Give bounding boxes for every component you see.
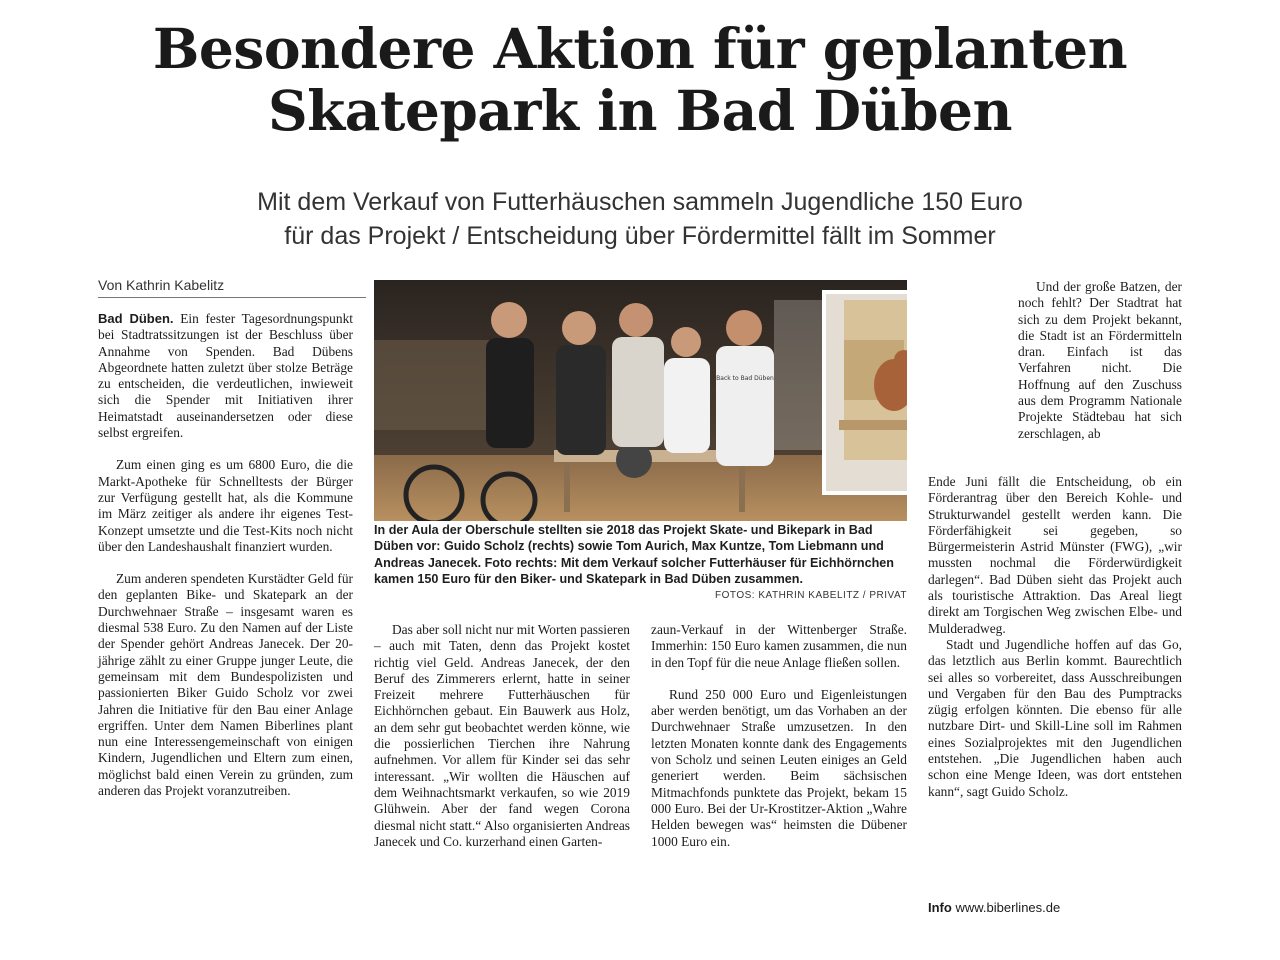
group-photo-illustration [374,280,907,521]
shirt-print: Back to Bad Düben [716,375,774,382]
subhead-line-1: Mit dem Verkauf von Futterhäuschen sammeln Jugendliche 150 Euro [257,188,1023,216]
paragraph-text: Ein fester Tagesordnungspunkt bei Stadtratssitzungen ist der Beschluss über Annahme von Spenden. Bad Dübens Abgeordnete hatten zuletzt über stolze Beträge zu entscheiden, die verdeutlichen, inwieweit sich die Spender mit Initiativen ihrer Heimatstadt auseinandersetzen oder diese selbst ergreifen. [98,311,353,441]
paragraph: Stadt und Jugendliche hoffen auf das Go, das letztlich aus Berlin kommt. Baurechtlich sei alles so vorbereitet, dass Ausschreibungen und Vergaben für den Bau des Pumptracks zügig erfolgen könnten. Die ebenso für alle nutzbare Dirt- und Skill-Line soll im Rahmen eines Sozialprojektes mit den Jugendlichen entstehen. „Die Jugendlichen haben auch schon eine Menge Ideen, was dort entstehen kann“, sagt Guido Scholz. [928,636,1182,799]
paragraph [98,311,353,441]
subheadline [60,185,1220,253]
paragraph: Und der große Batzen, der noch fehlt? Der Stadtrat hat sich zu dem Projekt bekannt, die Stadt ist an Fördermitteln dran. Einfach ist das Verfahren nicht. Die Hoffnung auf den Zuschuss aus dem Programm Nationale Projekte Städtebau hat sich zerschlagen, ab [1018,279,1182,441]
headline [40,18,1240,142]
photo-caption: In der Aula der Oberschule stellten sie 2018 das Projekt Skate- und Bikepark in Bad Düben vor: Guido Scholz (rechts) sowie Tom Aurich, Max Kuntze, Tom Liebmann und Andreas Janecek. Foto rechts: Mit dem Verkauf solcher Futterhäuser für Eichhörnchen kamen 150 Euro für den Biker- und Skatepark in Bad Düben zusammen. [374,523,894,586]
article-column-4 [928,474,1182,800]
info-line [928,900,1182,915]
photo-credit: FOTOS: KATHRIN KABELITZ / PRIVAT [715,590,907,601]
article-column-1 [98,311,353,799]
info-link[interactable]: www.biberlines.de [955,900,1061,915]
dateline: Bad Düben. [98,311,174,326]
article-photo [374,280,907,521]
inset-photo-feeder [822,290,907,495]
byline: Von Kathrin Kabelitz [98,277,366,298]
headline-line-2: Skatepark in Bad Düben [267,78,1013,143]
paragraph: Zum einen ging es um 6800 Euro, die die Markt-Apotheke für Schnelltests der Bürger zur Verfügung gestellt hat, als die Kommune im März zeitiger als andere ihr eigenes Test-Konzept umsetzte und die Test-Kits noch nicht über den Landeshaushalt finanziert wurden. [98,457,353,554]
paragraph: Zum anderen spendeten Kurstädter Geld für den geplanten Bike- und Skatepark an der Durchwehnaer Straße – insgesamt waren es diesmal 538 Euro. Zu den Namen auf der Liste der Spender gehört Andreas Janecek. Der 20-jährige zählt zu einer Gruppe junger Leute, die gemeinsam mit dem Bundespolizisten und passionierten Biker Guido Scholz vor zwei Jahren die Initiative für den Bau einer Anlage ergriffen. Unter dem Namen Biberlines plant nun eine Interessengemeinschaft von einigen Kindern, Jugendlichen und Eltern zum einen, möglichst bald einen Verein zu gründen, zum anderen das Projekt voranzutreiben. [98,571,353,799]
headline-line-1: Besondere Aktion für geplanten [152,16,1128,81]
paragraph: zaun-Verkauf in der Wittenberger Straße. Immerhin: 150 Euro kamen zusammen, die nun in den Topf für die neue Anlage fließen sollen. [651,622,907,670]
article-column-2 [374,622,630,850]
paragraph: Ende Juni fällt die Entscheidung, ob ein Förderantrag über den Bereich Kohle- und Strukturwandel gestellt werden kann. Die Förderfähigkeit sei gegeben, so Bürgermeisterin Astrid Münster (FWG), „wir mussten nochmal die Förderwürdigkeit darlegen“. Bad Düben sieht das Projekt auch als touristische Attraktion. Das Areal liegt direkt am Torgischen Weg zwischen Elbe- und Mulderadweg. [928,474,1182,636]
article-column-3 [651,622,907,850]
subhead-line-2: für das Projekt / Entscheidung über Fördermittel fällt im Sommer [284,222,996,250]
paragraph: Das aber soll nicht nur mit Worten passieren – auch mit Taten, denn das Projekt kostet richtig viel Geld. Andreas Janecek, der den Beruf des Zimmerers erlernt, hatte in seiner Freizeit mehrere Futterhäuschen für Eichhörnchen gebaut. Ein Bauwerk aus Holz, an dem sehr gut beobachtet werden könne, wie die possierlichen Tierchen ihre Nahrung aufnehmen. Vor allem für Kinder sei das sehr interessant. „Wir wollten die Häuschen auf dem Weihnachtsmarkt verkaufen, so wie 2019 Glühwein. Aber der fand wegen Corona diesmal nicht statt.“ Also organisierten Andreas Janecek und Co. kurzerhand einen Garten- [374,622,630,849]
article-column-4-top [1018,279,1182,442]
paragraph: Rund 250 000 Euro und Eigenleistungen aber werden benötigt, um das Vorhaben an der Durchwehnaer Straße umzusetzen. In den letzten Monaten konnte dank des Engagements von Scholz und seinen Leuten einiges an Geld generiert werden. Beim sächsischen Mitmachfonds punktete das Projekt, bekam 15 000 Euro. Bei der Ur-Krostitzer-Aktion „Wahre Helden bewegen was“ heimsten die Dübener 1000 Euro ein. [651,686,907,849]
info-label: Info [928,900,952,915]
